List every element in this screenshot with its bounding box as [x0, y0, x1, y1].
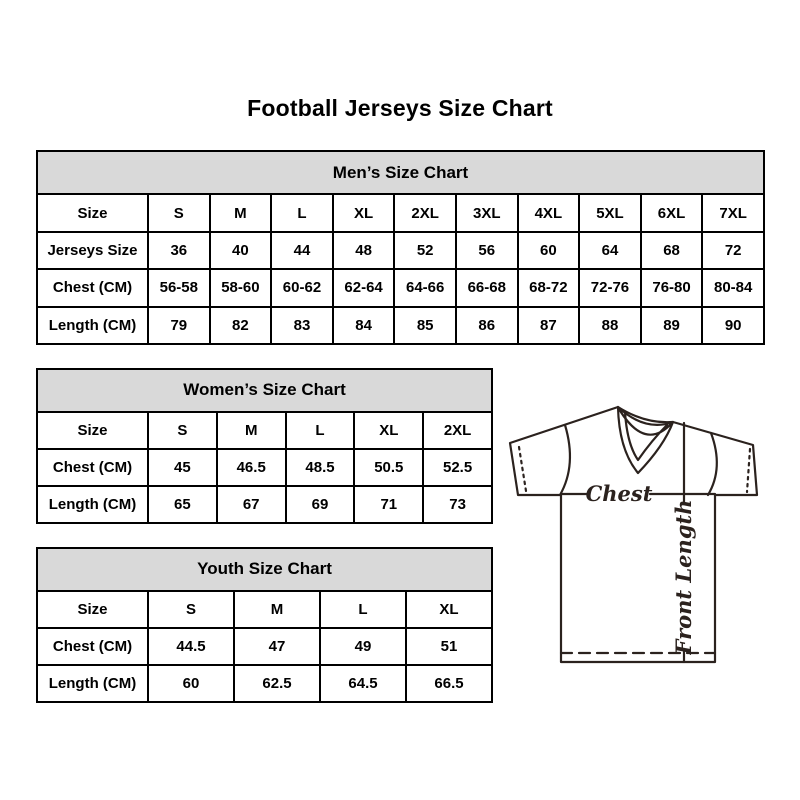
data-cell: 67 — [217, 486, 286, 523]
column-header-cell: L — [286, 412, 355, 449]
size-table-grid — [36, 150, 765, 345]
data-cell: 46.5 — [217, 449, 286, 486]
data-cell: 80-84 — [702, 269, 764, 306]
data-cell: 40 — [210, 232, 272, 269]
data-cell: 87 — [518, 307, 580, 344]
data-cell: 44.5 — [148, 628, 234, 665]
data-cell: 68 — [641, 232, 703, 269]
jersey-outline-shape — [510, 407, 757, 662]
data-cell: 86 — [456, 307, 518, 344]
front-length-label: Front Length — [671, 499, 696, 655]
row-label-cell: Length (CM) — [37, 486, 148, 523]
data-cell: 36 — [148, 232, 210, 269]
column-header-cell: 4XL — [518, 194, 580, 231]
right-armhole-seam — [708, 433, 717, 495]
data-cell: 82 — [210, 307, 272, 344]
data-cell: 88 — [579, 307, 641, 344]
column-header-cell: S — [148, 194, 210, 231]
data-cell: 52.5 — [423, 449, 492, 486]
table-row — [37, 628, 492, 665]
womens-size-chart-table — [36, 368, 493, 524]
mens-size-chart-table — [36, 150, 765, 345]
table-title-row — [37, 369, 492, 412]
data-cell: 62.5 — [234, 665, 320, 702]
column-header-cell: XL — [333, 194, 395, 231]
data-cell: 72 — [702, 232, 764, 269]
collar-lines — [618, 407, 673, 473]
table-row — [37, 232, 764, 269]
left-sleeve-stitch-dotted-line — [519, 447, 526, 491]
left-armhole-seam — [560, 425, 570, 495]
column-header-cell: S — [148, 591, 234, 628]
column-header-cell: S — [148, 412, 217, 449]
data-cell: 83 — [271, 307, 333, 344]
data-cell: 72-76 — [579, 269, 641, 306]
table-title-row — [37, 548, 492, 591]
data-cell: 66.5 — [406, 665, 492, 702]
data-cell: 51 — [406, 628, 492, 665]
row-label-cell: Length (CM) — [37, 665, 148, 702]
data-cell: 49 — [320, 628, 406, 665]
data-cell: 45 — [148, 449, 217, 486]
data-cell: 71 — [354, 486, 423, 523]
data-cell: 64 — [579, 232, 641, 269]
column-header-cell: XL — [354, 412, 423, 449]
data-cell: 50.5 — [354, 449, 423, 486]
corner-header-cell: Size — [37, 194, 148, 231]
data-cell: 48.5 — [286, 449, 355, 486]
data-cell: 58-60 — [210, 269, 272, 306]
data-cell: 56 — [456, 232, 518, 269]
size-table-grid — [36, 368, 493, 524]
table-row — [37, 269, 764, 306]
column-header-cell: 2XL — [423, 412, 492, 449]
table-title: Youth Size Chart — [37, 548, 492, 591]
column-header-row — [37, 194, 764, 231]
data-cell: 85 — [394, 307, 456, 344]
table-row — [37, 449, 492, 486]
table-row — [37, 307, 764, 344]
data-cell: 44 — [271, 232, 333, 269]
data-cell: 48 — [333, 232, 395, 269]
row-label-cell: Chest (CM) — [37, 269, 148, 306]
data-cell: 90 — [702, 307, 764, 344]
row-label-cell: Chest (CM) — [37, 449, 148, 486]
column-header-cell: 3XL — [456, 194, 518, 231]
data-cell: 69 — [286, 486, 355, 523]
data-cell: 76-80 — [641, 269, 703, 306]
right-sleeve-stitch-dotted-line — [747, 449, 750, 492]
data-cell: 73 — [423, 486, 492, 523]
table-title-row — [37, 151, 764, 194]
column-header-cell: L — [320, 591, 406, 628]
table-row — [37, 665, 492, 702]
data-cell: 60-62 — [271, 269, 333, 306]
table-title: Women’s Size Chart — [37, 369, 492, 412]
column-header-cell: M — [234, 591, 320, 628]
row-label-cell: Jerseys Size — [37, 232, 148, 269]
column-header-cell: M — [217, 412, 286, 449]
column-header-cell: XL — [406, 591, 492, 628]
corner-header-cell: Size — [37, 591, 148, 628]
size-table-grid — [36, 547, 493, 703]
page-title: Football Jerseys Size Chart — [247, 95, 553, 121]
row-label-cell: Length (CM) — [37, 307, 148, 344]
youth-size-chart-table — [36, 547, 493, 703]
corner-header-cell: Size — [37, 412, 148, 449]
data-cell: 89 — [641, 307, 703, 344]
column-header-row — [37, 412, 492, 449]
jersey-measurement-diagram — [503, 400, 765, 666]
data-cell: 52 — [394, 232, 456, 269]
data-cell: 84 — [333, 307, 395, 344]
data-cell: 65 — [148, 486, 217, 523]
data-cell: 68-72 — [518, 269, 580, 306]
table-row — [37, 486, 492, 523]
data-cell: 60 — [148, 665, 234, 702]
row-label-cell: Chest (CM) — [37, 628, 148, 665]
data-cell: 79 — [148, 307, 210, 344]
column-header-cell: 6XL — [641, 194, 703, 231]
column-header-cell: 7XL — [702, 194, 764, 231]
data-cell: 64-66 — [394, 269, 456, 306]
data-cell: 56-58 — [148, 269, 210, 306]
column-header-cell: M — [210, 194, 272, 231]
data-cell: 62-64 — [333, 269, 395, 306]
column-header-cell: 5XL — [579, 194, 641, 231]
column-header-row — [37, 591, 492, 628]
data-cell: 47 — [234, 628, 320, 665]
chest-label: Chest — [585, 481, 653, 506]
column-header-cell: 2XL — [394, 194, 456, 231]
table-title: Men’s Size Chart — [37, 151, 764, 194]
column-header-cell: L — [271, 194, 333, 231]
data-cell: 66-68 — [456, 269, 518, 306]
data-cell: 64.5 — [320, 665, 406, 702]
data-cell: 60 — [518, 232, 580, 269]
